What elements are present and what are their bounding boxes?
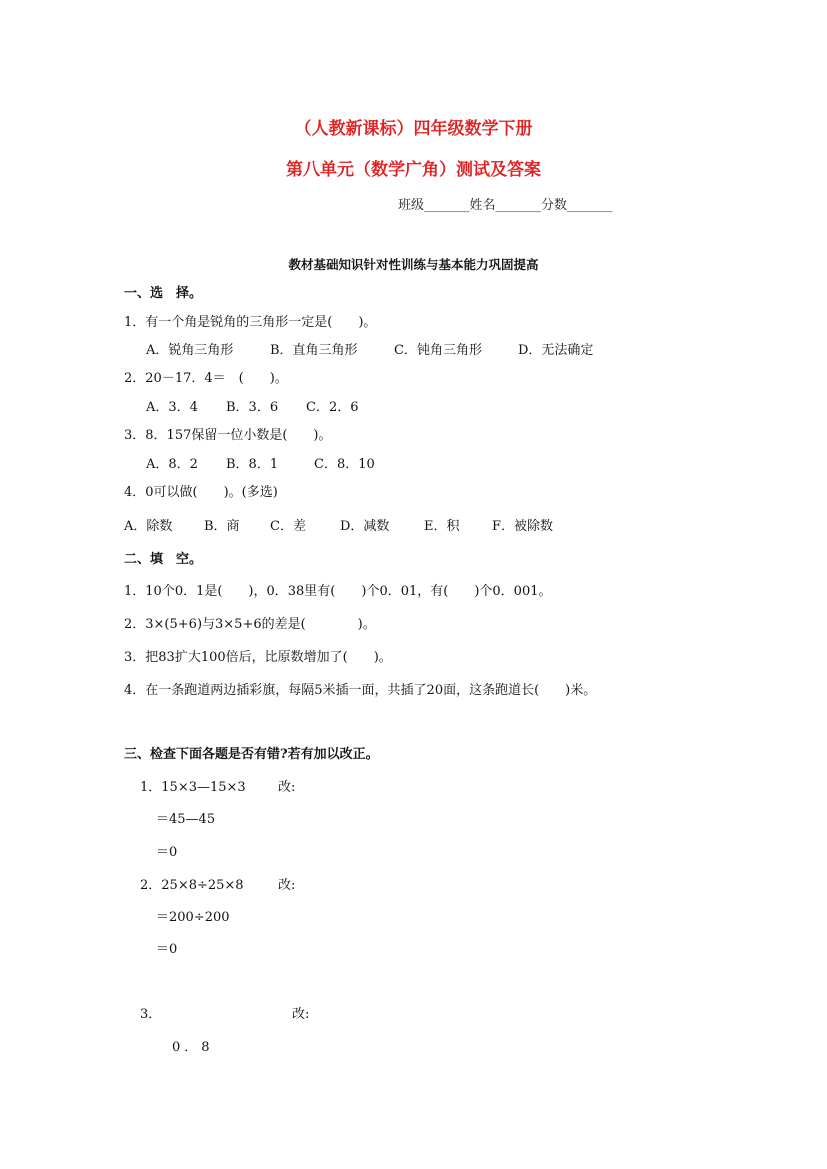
question-2-3: 3．把83扩大100倍后，比原数增加了( )。	[124, 650, 392, 665]
option: A．3．4	[146, 400, 198, 415]
option: B．直角三角形	[270, 343, 358, 358]
question-1-2: 2．20－17．4＝ ( )。	[124, 371, 288, 386]
section-3-heading: 三、检查下面各题是否有错?若有加以改正。	[124, 747, 379, 762]
title-line-1: （人教新课标）四年级数学下册	[294, 119, 533, 139]
problem-3-2-line-2: ＝200÷200	[156, 910, 230, 925]
option: C．2．6	[306, 400, 359, 415]
option: E．积	[424, 519, 460, 534]
question-1-4: 4．0可以做( )。(多选)	[124, 485, 278, 500]
problem-3-1-line-3: ＝0	[156, 845, 178, 860]
section-2-heading: 二、填 空。	[124, 552, 203, 567]
subtitle: 教材基础知识针对性训练与基本能力巩固提高	[288, 257, 539, 272]
option: C．差	[270, 519, 306, 534]
problem-3-3-line-2: 0．8	[172, 1040, 214, 1055]
question-2-2: 2．3×(5+6)与3×5+6的差是( )。	[124, 617, 376, 632]
title-line-2: 第八单元（数学广角）测试及答案	[286, 160, 541, 180]
option: D．无法确定	[518, 343, 594, 358]
question-1-3: 3．8．157保留一位小数是( )。	[124, 428, 332, 443]
problem-3-1-fix-label: 改:	[278, 780, 296, 795]
question-2-1: 1．10个0．1是( )，0．38里有( )个0．01，有( )个0．001。	[124, 584, 552, 599]
option: C．钝角三角形	[394, 343, 482, 358]
question-2-4: 4．在一条跑道两边插彩旗，每隔5米插一面，共插了20面，这条跑道长( )米。	[124, 683, 597, 698]
option: B．3．6	[226, 400, 279, 415]
option: B．商	[204, 519, 240, 534]
option: A．除数	[124, 519, 173, 534]
question-1-1: 1．有一个角是锐角的三角形一定是( )。	[124, 315, 377, 330]
problem-3-2-line-3: ＝0	[156, 942, 178, 957]
option: A．锐角三角形	[146, 343, 234, 358]
problem-3-2-fix-label: 改:	[278, 878, 296, 893]
student-info-line: 班级_______姓名_______分数_______	[398, 198, 613, 213]
option: C．8．10	[314, 457, 375, 472]
option: D．减数	[340, 519, 390, 534]
problem-3-3-fix-label: 改:	[292, 1007, 310, 1022]
option: B．8．1	[226, 457, 279, 472]
option: F．被除数	[492, 519, 554, 534]
section-1-heading: 一、选 择。	[124, 286, 203, 301]
problem-3-3-line-1: 3．	[140, 1007, 162, 1022]
problem-3-1-line-1: 1．15×3—15×3	[140, 780, 246, 795]
problem-3-2-line-1: 2．25×8÷25×8	[140, 878, 244, 893]
option: A．8．2	[146, 457, 198, 472]
problem-3-1-line-2: ＝45—45	[156, 812, 216, 827]
